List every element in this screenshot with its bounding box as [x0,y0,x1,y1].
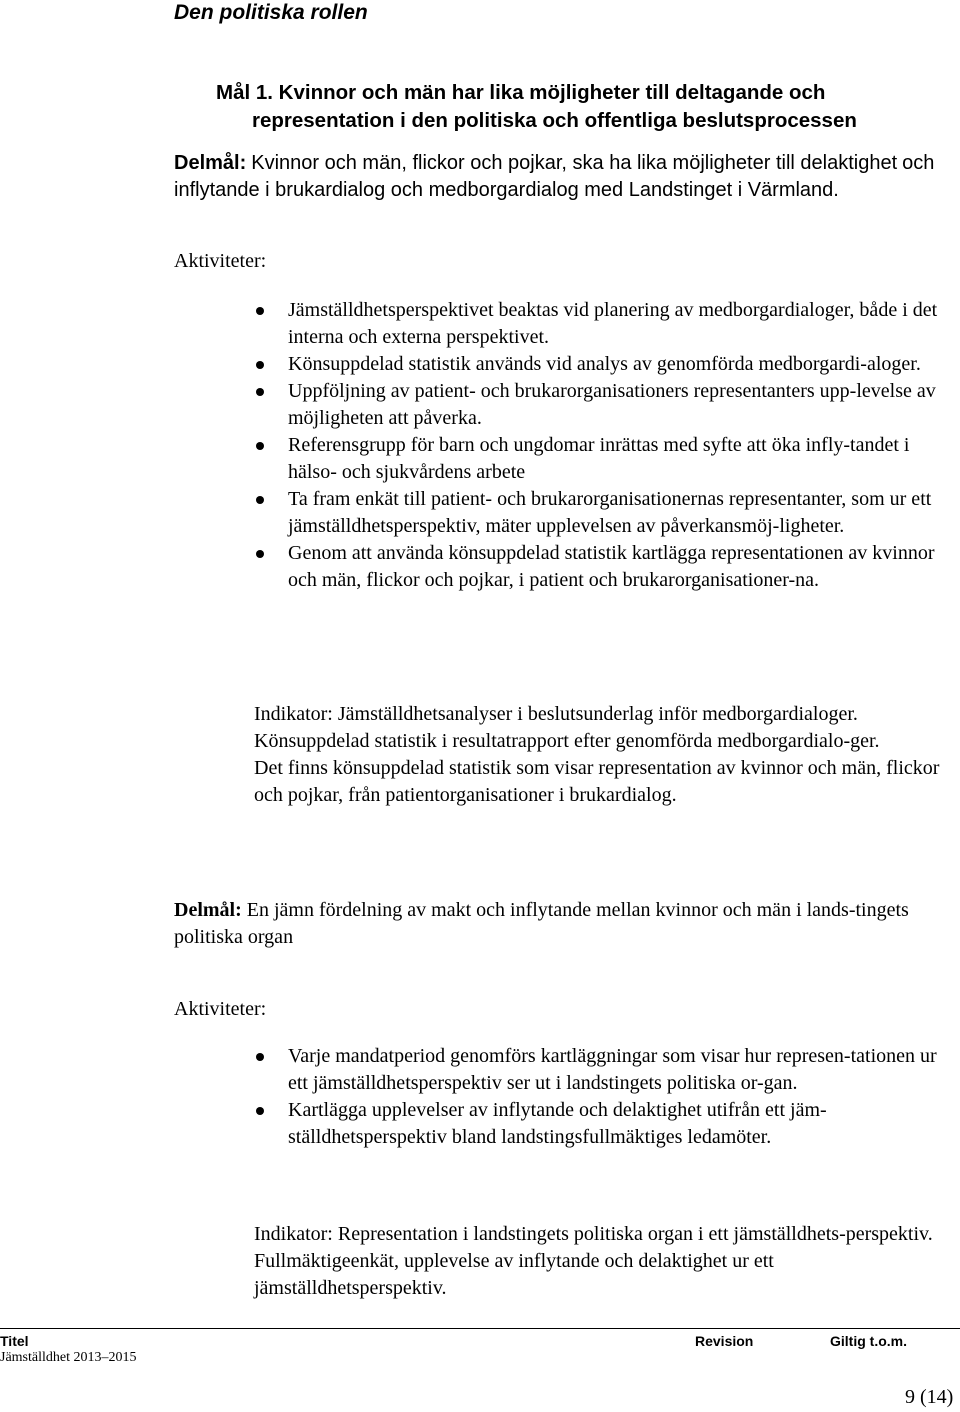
goal-line-1: Kvinnor och män har lika möjligheter till deltagande och [278,81,826,104]
goal-line-2: representation i den politiska och offentliga beslutsprocessen [252,109,857,132]
footer-title-value: Jämställdhet 2013–2015 [0,1350,137,1365]
list-item-text: Uppföljning av patient- och brukarorganisationers representanters upp-levelse av möjligheten att påverka. [288,380,936,429]
activities-label-1: Aktiviteter: [174,250,267,272]
list-item-text: Referensgrupp för barn och ungdomar inrättas med syfte att öka infly-tandet i hälso- och sjukvårdens arbete [288,434,910,483]
list-item [288,378,953,432]
activities-label-2: Aktiviteter: [174,998,267,1020]
section-heading: Den politiska rollen [174,1,368,24]
list-item-text: Jämställdhetsperspektivet beaktas vid planering av medborgardialoger, både i det interna och externa perspektivet. [288,299,938,348]
subgoal-2 [174,897,959,951]
list-item-text: Varje mandatperiod genomförs kartläggningar som visar hur represen-tationen ur ett jämställdhetsperspektiv ser ut i landstingets politiska or-gan. [288,1045,937,1094]
list-item-text: Könsuppdelad statistik används vid analys av genomförda medborgardi-aloger. [288,353,921,375]
subgoal-1-text-part1: Kvinnor och män, flickor och pojkar, ska ha lika möjligheter till delaktighet [251,152,898,174]
indicator-2: Indikator: Representation i landstingets politiska organ i ett jämställdhets-perspektiv. Fullmäktigeenkät, upplevelse av inflytande och delaktighet ur ett jämställdhetsperspektiv. [254,1223,933,1299]
list-item-text: Kartlägga upplevelser av inflytande och delaktighet utifrån ett jäm-ställdhetsperspektiv bland landstingsfullmäktiges ledamöter. [288,1099,827,1148]
subgoal-1-label: Delmål: [174,152,247,174]
footer-revision-label: Revision [695,1333,754,1349]
subgoal-1-text-part2: och inflytande i brukardialog och medborgardialog med Landstinget i Värmland. [174,152,935,201]
bullet-icon [256,496,264,504]
list-item-text: Ta fram enkät till patient- och brukarorganisationernas representanter, som ur ett jämställdhetsperspektiv, mäter upplevelsen av påverkansmöj-ligheter. [288,488,932,537]
subgoal-2-text: En jämn fördelning av makt och inflytande mellan kvinnor och män i lands-tingets politiska organ [174,899,909,948]
activities-list-2 [288,1043,953,1151]
list-item [288,540,953,594]
list-item [288,432,953,486]
bullet-icon [256,1053,264,1061]
bullet-icon [256,361,264,369]
footer-valid-label: Giltig t.o.m. [830,1333,907,1349]
list-item-text: Genom att använda könsuppdelad statistik kartlägga representationen av kvinnor och män, flickor och pojkar, i patient och brukarorganisationer-na. [288,542,935,591]
footer-title-label: Titel [0,1333,29,1349]
list-item [288,1043,953,1097]
indicator-1-line-1: Indikator: Jämställdhetsanalyser i beslutsunderlag inför medborgardialoger. [254,703,858,725]
subgoal-2-label: Delmål: [174,899,242,921]
footer-divider [0,1328,960,1329]
bullet-icon [256,442,264,450]
list-item [288,486,953,540]
list-item [288,351,953,378]
list-item [288,1097,953,1151]
list-item [288,297,953,351]
goal-heading [216,79,936,135]
indicator-1-line-2: Könsuppdelad statistik i resultatrapport efter genomförda medborgardialo-ger. [254,730,880,752]
bullet-icon [256,307,264,315]
activities-list-1 [288,297,953,594]
indicator-1-line-3: Det finns könsuppdelad statistik som visar representation av kvinnor och män, flickor och pojkar, från patientorganisationer i brukardialog. [254,757,940,806]
page-number: 9 (14) [905,1386,954,1408]
bullet-icon [256,550,264,558]
subgoal-1 [174,150,960,204]
bullet-icon [256,388,264,396]
bullet-icon [256,1107,264,1115]
indicator-1 [254,701,954,809]
goal-prefix: Mål 1. [216,81,273,104]
